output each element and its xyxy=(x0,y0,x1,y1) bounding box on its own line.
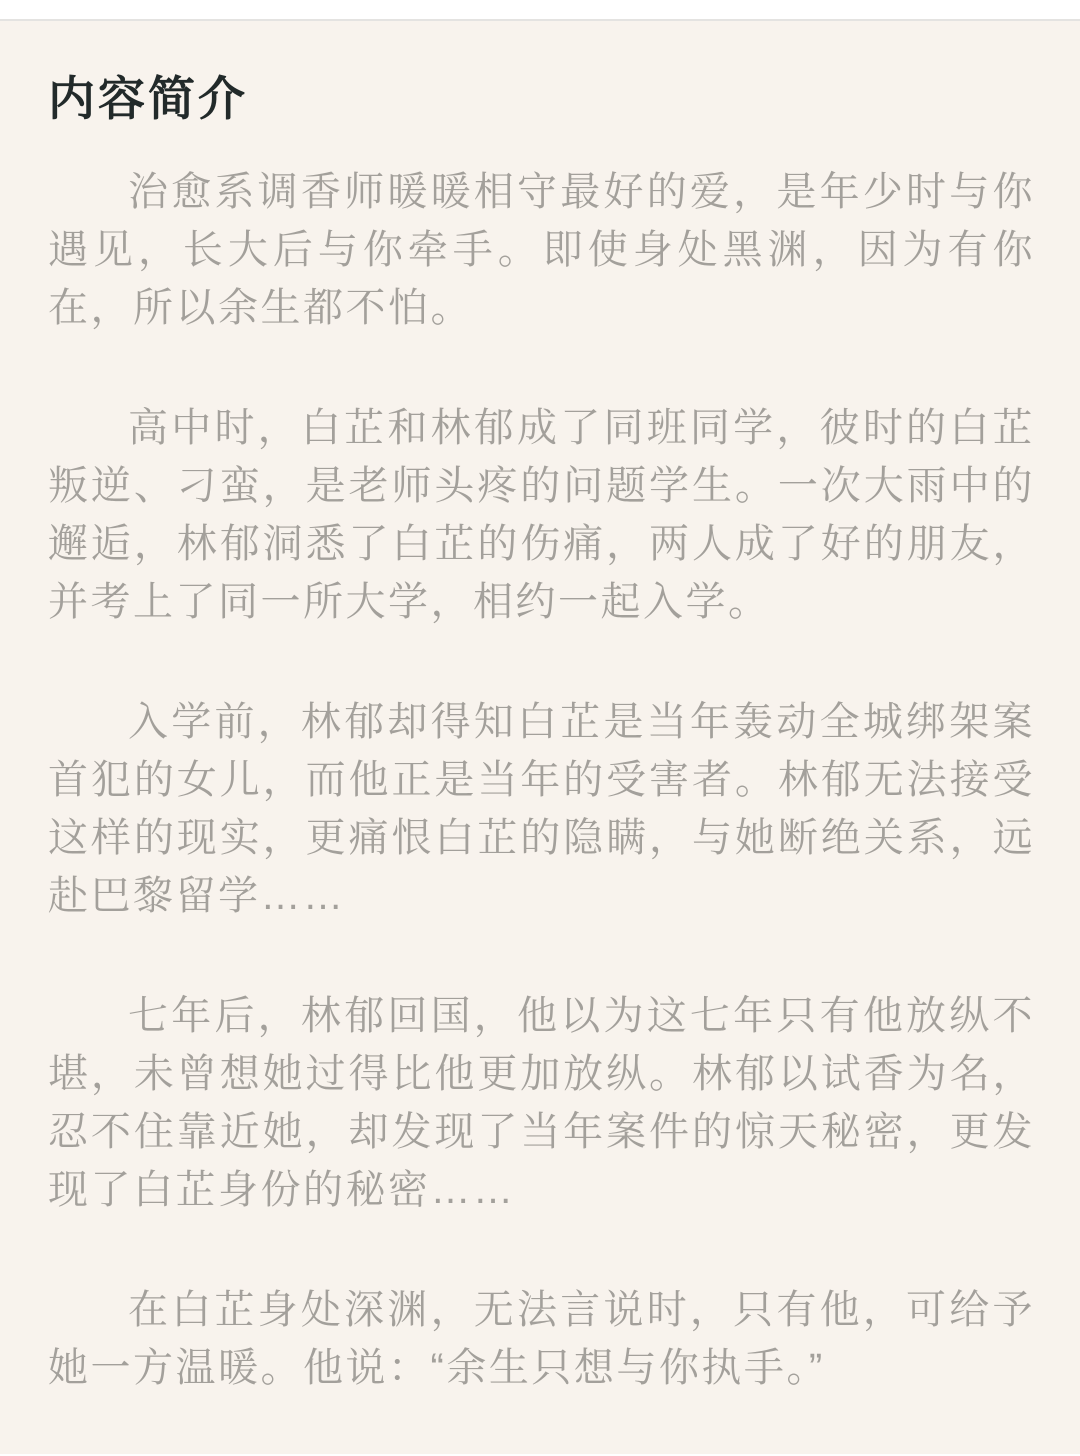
synopsis-paragraph-5: 在白芷身处深渊，无法言说时，只有他，可给予她一方温暖。他说：“余生只想与你执手。” xyxy=(48,1288,1035,1390)
synopsis-paragraph-2: 高中时，白芷和林郁成了同班同学，彼时的白芷叛逆、刁蛮，是老师头疼的问题学生。一次大雨中的邂逅，林郁洞悉了白芷的伤痛，两人成了好的朋友，并考上了同一所大学，相约一起入学。 xyxy=(48,406,1035,624)
synopsis-body xyxy=(48,163,1035,1397)
synopsis-paragraph-4: 七年后，林郁回国，他以为这七年只有他放纵不堪，未曾想她过得比他更加放纵。林郁以试香为名，忍不住靠近她，却发现了当年案件的惊天秘密，更发现了白芷身份的秘密…… xyxy=(48,994,1035,1212)
top-bar xyxy=(0,0,1080,21)
synopsis-paragraph-1: 治愈系调香师暖暖相守最好的爱，是年少时与你遇见，长大后与你牵手。即使身处黑渊，因为有你在，所以余生都不怕。 xyxy=(48,170,1035,330)
synopsis-paragraph-3: 入学前，林郁却得知白芷是当年轰动全城绑架案首犯的女儿，而他正是当年的受害者。林郁无法接受这样的现实，更痛恨白芷的隐瞒，与她断绝关系，远赴巴黎留学…… xyxy=(48,700,1035,918)
synopsis-page xyxy=(0,21,1080,1454)
page-title: 内容简介 xyxy=(48,72,248,125)
